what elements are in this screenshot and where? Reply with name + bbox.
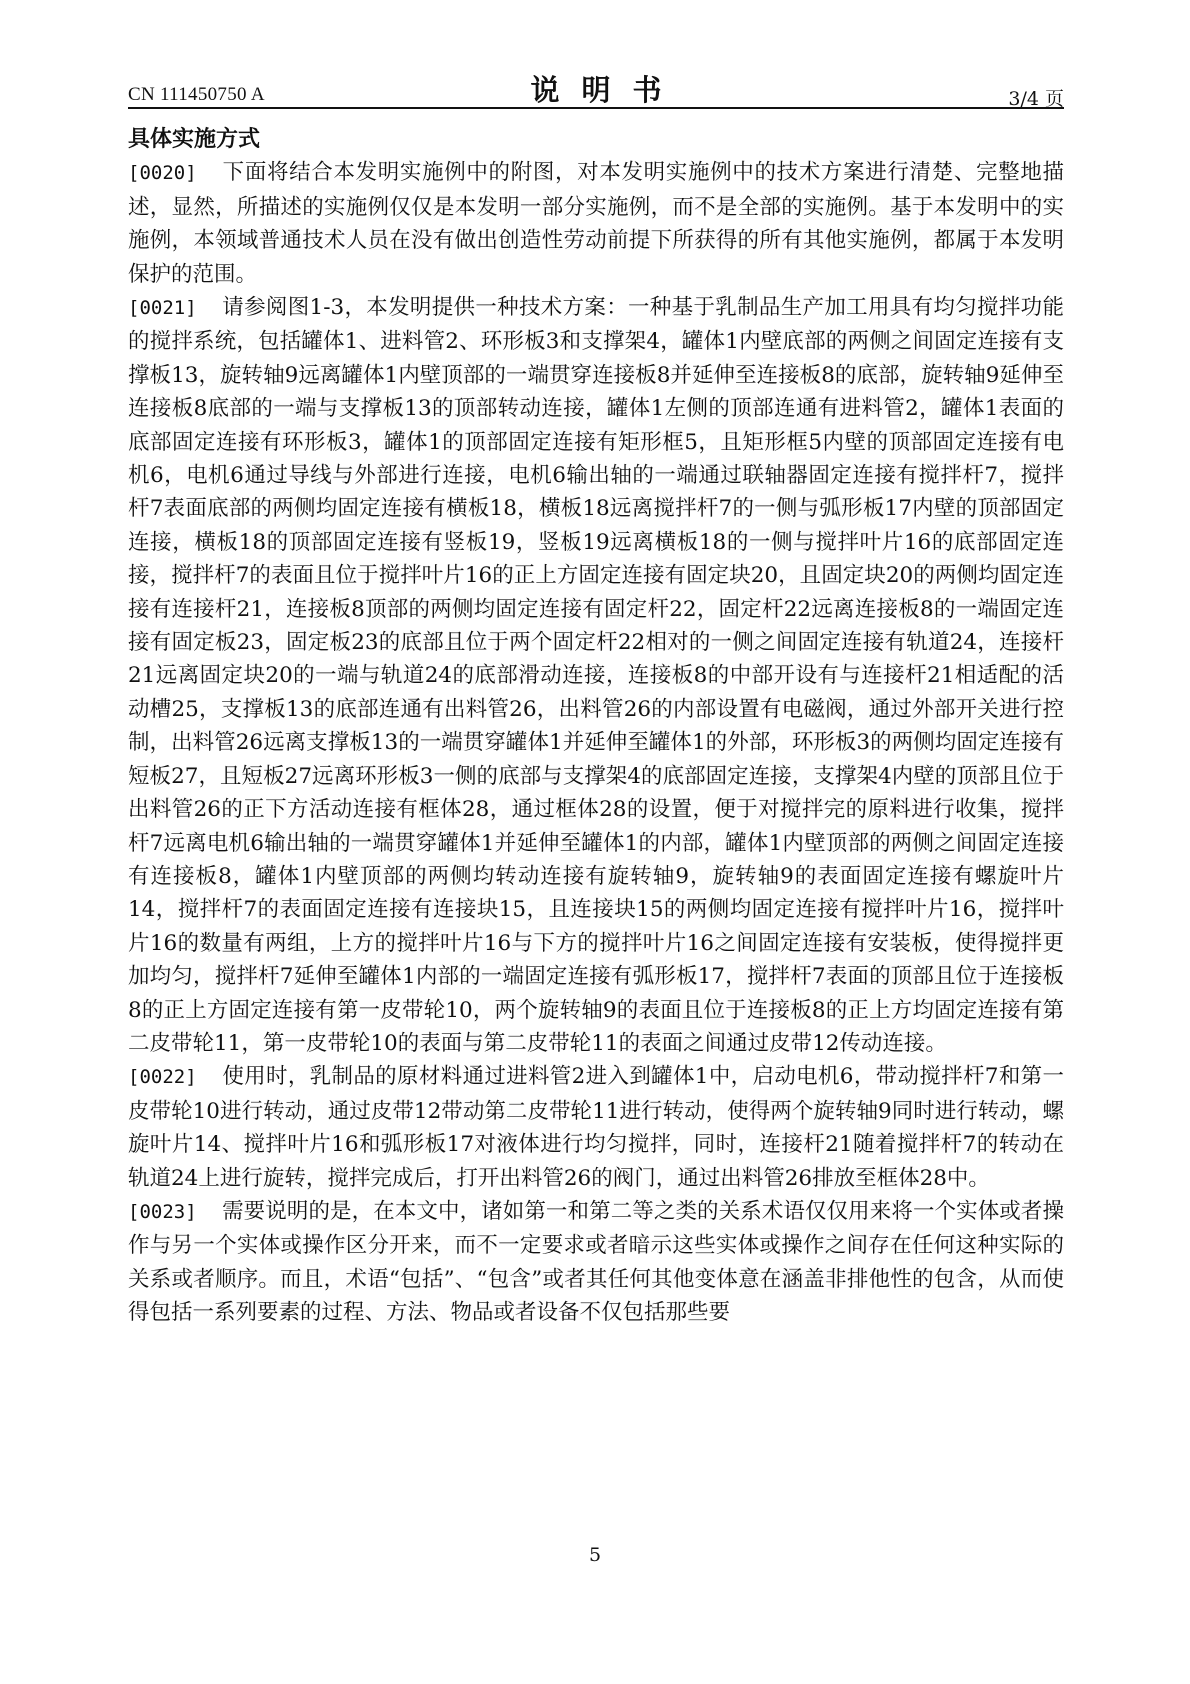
paragraph-0023: [128, 1195, 1064, 1330]
page-header: [128, 64, 1064, 108]
paragraph-text: 请参阅图1-3，本发明提供一种技术方案：一种基于乳制品生产加工用具有均匀搅拌功能的搅拌系统，包括罐体1、进料管2、环形板3和支撑架4，罐体1内壁底部的两侧之间固定连接有支撑板13，旋转轴9远离罐体1内壁顶部的一端贯穿连接板8并延伸至连接板8的底部，旋转轴9延伸至连接板8底部的一端与支撑板13的顶部转动连接，罐体1左侧的顶部连通有进料管2，罐体1表面的底部固定连接有环形板3，罐体1的顶部固定连接有矩形框5，且矩形框5内壁的顶部固定连接有电机6，电机6通过导线与外部进行连接，电机6输出轴的一端通过联轴器固定连接有搅拌杆7，搅拌杆7表面底部的两侧均固定连接有横板18，横板18远离搅拌杆7的一侧与弧形板17内壁的顶部固定连接，横板18的顶部固定连接有竖板19，竖板19远离横板18的一侧与搅拌叶片16的底部固定连接，搅拌杆7的表面且位于搅拌叶片16的正上方固定连接有固定块20，且固定块20的两侧均固定连接有连接杆21，连接板8顶部的两侧均固定连接有固定杆22，固定杆22远离连接板8的一端固定连接有固定板23，固定板23的底部且位于两个固定杆22相对的一侧之间固定连接有轨道24，连接杆21远离固定块20的一端与轨道24的底部滑动连接，连接板8的中部开设有与连接杆21相适配的活动槽25，支撑板13的底部连通有出料管26，出料管26的内部设置有电磁阀，通过外部开关进行控制，出料管26远离支撑板13的一端贯穿罐体1并延伸至罐体1的外部，环形板3的两侧均固定连接有短板27，且短板27远离环形板3一侧的底部与支撑架4的底部固定连接，支撑架4内壁的顶部且位于出料管26的正下方活动连接有框体28，通过框体28的设置，便于对搅拌完的原料进行收集，搅拌杆7远离电机6输出轴的一端贯穿罐体1并延伸至罐体1的内部，罐体1内壁顶部的两侧之间固定连接有连接板8，罐体1内壁顶部的两侧均转动连接有旋转轴9，旋转轴9的表面固定连接有螺旋叶片14，搅拌杆7的表面固定连接有连接块15，且连接块15的两侧均固定连接有搅拌叶片16，搅拌叶片16的数量有两组，上方的搅拌叶片16与下方的搅拌叶片16之间固定连接有安装板，使得搅拌更加均匀，搅拌杆7延伸至罐体1内部的一端固定连接有弧形板17，搅拌杆7表面的顶部且位于连接板8的正上方固定连接有第一皮带轮10，两个旋转轴9的表面且位于连接板8的正上方均固定连接有第二皮带轮11，第一皮带轮10的表面与第二皮带轮11的表面之间通过皮带12传动连接。: [128, 295, 1064, 1056]
header-rule: [128, 107, 1064, 109]
document-body: [128, 123, 1064, 1330]
page-footer: [0, 1544, 1190, 1566]
paragraph-number: [0022]: [128, 1066, 197, 1089]
paragraph-text: 使用时，乳制品的原材料通过进料管2进入到罐体1中，启动电机6，带动搅拌杆7和第一皮带轮10进行转动，通过皮带12带动第二皮带轮11进行转动，使得两个旋转轴9同时进行转动，螺旋叶片14、搅拌叶片16和弧形板17对液体进行均匀搅拌，同时，连接杆21随着搅拌杆7的转动在轨道24上进行旋转，搅拌完成后，打开出料管26的阀门，通过出料管26排放至框体28中。: [128, 1064, 1064, 1191]
page-info: 3/4 页: [1008, 88, 1064, 110]
publication-number: CN 111450750 A: [128, 84, 265, 105]
section-heading: 具体实施方式: [128, 126, 261, 152]
paragraph-0021: [128, 291, 1064, 1060]
document-title: 说明书: [530, 73, 684, 107]
paragraph-text: 需要说明的是，在本文中，诸如第一和第二等之类的关系术语仅仅用来将一个实体或者操作与另一个实体或操作区分开来，而不一定要求或者暗示这些实体或操作之间存在任何这种实际的关系或者顺序。而且，术语“包括”、“包含”或者其任何其他变体意在涵盖非排他性的包含，从而使得包括一系列要素的过程、方法、物品或者设备不仅包括那些要: [128, 1198, 1064, 1326]
page-number: 5: [588, 1544, 602, 1566]
paragraph-number: [0023]: [128, 1200, 197, 1223]
paragraph-number: [0021]: [128, 297, 197, 320]
paragraph-0022: [128, 1060, 1064, 1195]
paragraph-0020: [128, 156, 1064, 291]
paragraph-number: [0020]: [128, 162, 197, 185]
paragraph-text: 下面将结合本发明实施例中的附图，对本发明实施例中的技术方案进行清楚、完整地描述，显然，所描述的实施例仅仅是本发明一部分实施例，而不是全部的实施例。基于本发明中的实施例，本领域普通技术人员在没有做出创造性劳动前提下所获得的所有其他实施例，都属于本发明保护的范围。: [128, 160, 1064, 287]
